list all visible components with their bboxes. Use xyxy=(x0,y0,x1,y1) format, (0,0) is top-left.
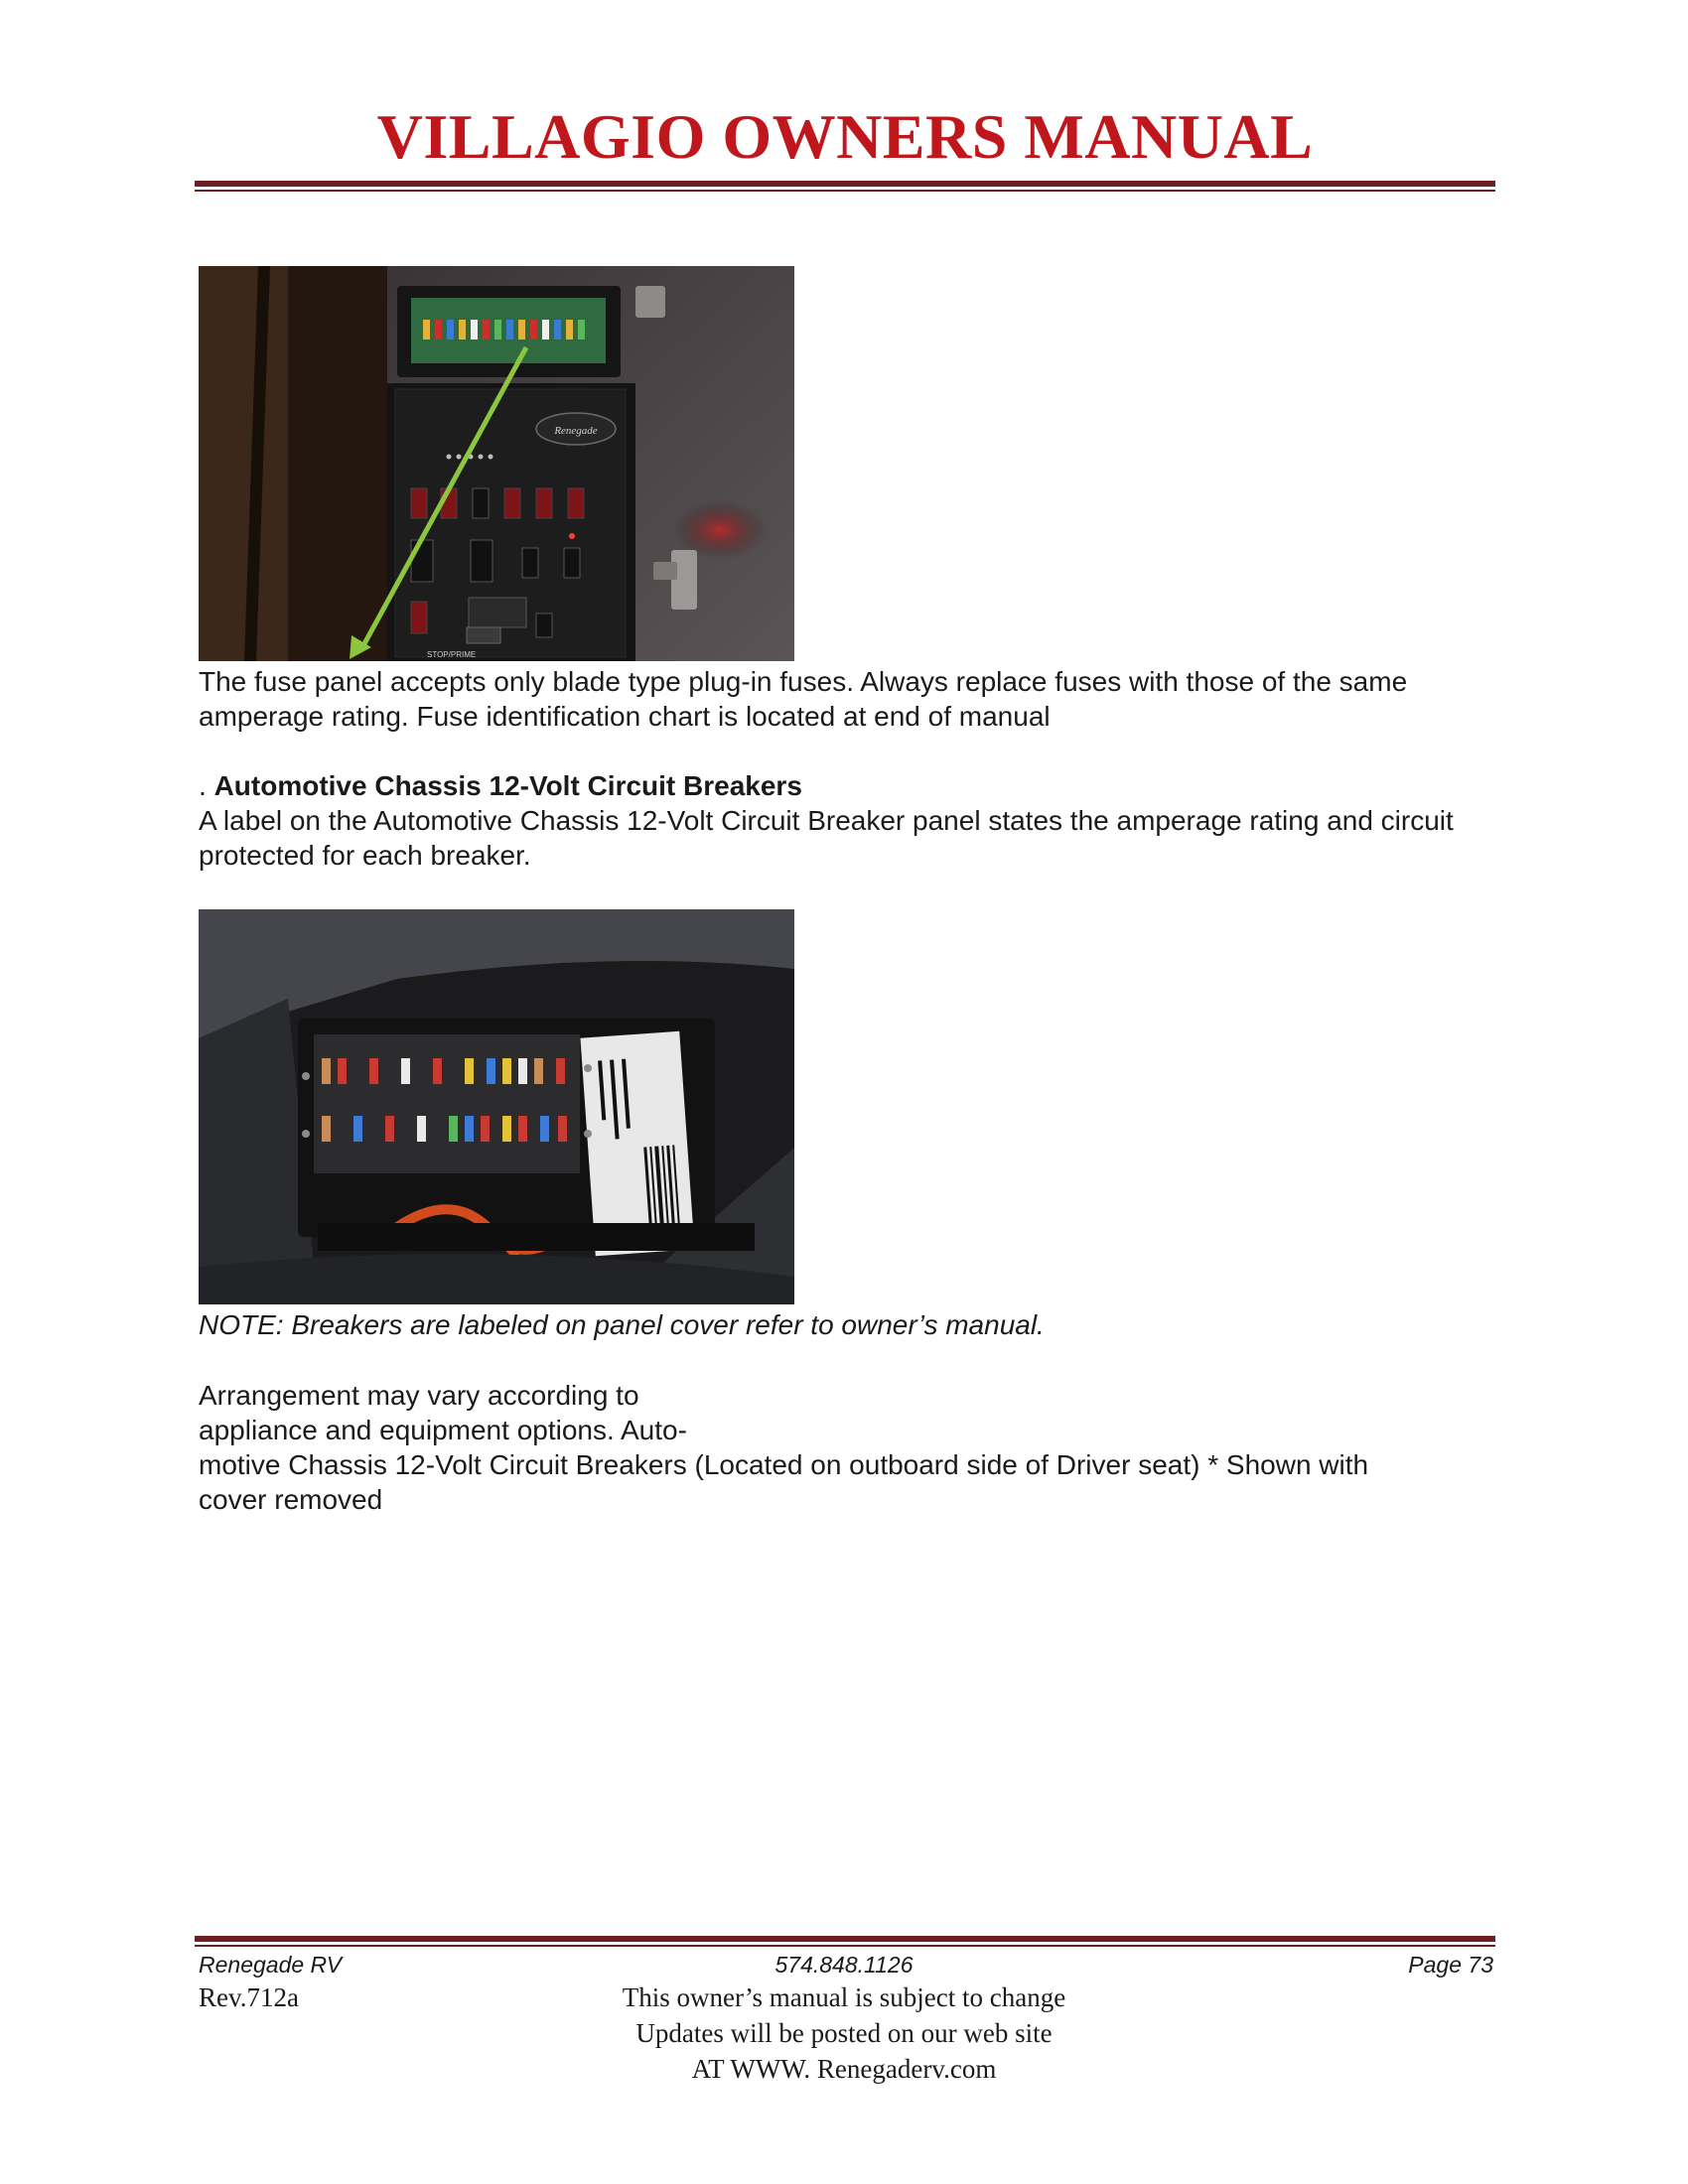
footer-page-number: Page 73 xyxy=(1408,1952,1493,1978)
arrangement-line-3: motive Chassis 12-Volt Circuit Breakers (Located on outboard side of Driver seat) * Shown with xyxy=(199,1449,1369,1480)
breaker-paragraph: A label on the Automotive Chassis 12-Volt Circuit Breaker panel states the amperage rating and circuit protected for each breaker. xyxy=(199,805,1454,871)
footer-company: Renegade RV xyxy=(199,1952,343,1978)
footer-notice-line-2: Updates will be posted on our web site xyxy=(635,2018,1053,2048)
footer-notice-line-3: AT WWW. Renegaderv.com xyxy=(691,2054,997,2084)
breaker-heading-text: Automotive Chassis 12-Volt Circuit Breakers xyxy=(213,770,802,801)
stop-prime-label: STOP/PRIME xyxy=(427,650,477,659)
breaker-panel-photo xyxy=(199,909,794,1304)
header-rule xyxy=(195,181,1495,192)
fuse-panel-photo xyxy=(199,266,794,661)
note-text: NOTE: Breakers are labeled on panel cover refer to owner’s manual. xyxy=(199,1309,1045,1340)
breaker-heading xyxy=(199,768,1509,803)
footer-revision: Rev.712a xyxy=(199,1982,299,2012)
fuse-paragraph: The fuse panel accepts only blade type plug-in fuses. Always replace fuses with those of the same amperage rating. Fuse identification chart is located at end of manual xyxy=(199,666,1408,732)
renegade-logo: Renegade xyxy=(554,425,598,437)
breaker-heading-prefix: . xyxy=(199,770,214,801)
footer-rule xyxy=(195,1936,1495,1947)
arrangement-line-1: Arrangement may vary according to xyxy=(199,1380,639,1411)
page-title: VILLAGIO OWNERS MANUAL xyxy=(376,101,1314,172)
footer-notice-line-1: This owner’s manual is subject to change xyxy=(622,1982,1066,2012)
footer-phone: 574.848.1126 xyxy=(774,1952,914,1978)
arrangement-line-2: appliance and equipment options. Auto- xyxy=(199,1415,687,1445)
arrangement-line-4: cover removed xyxy=(199,1484,383,1515)
